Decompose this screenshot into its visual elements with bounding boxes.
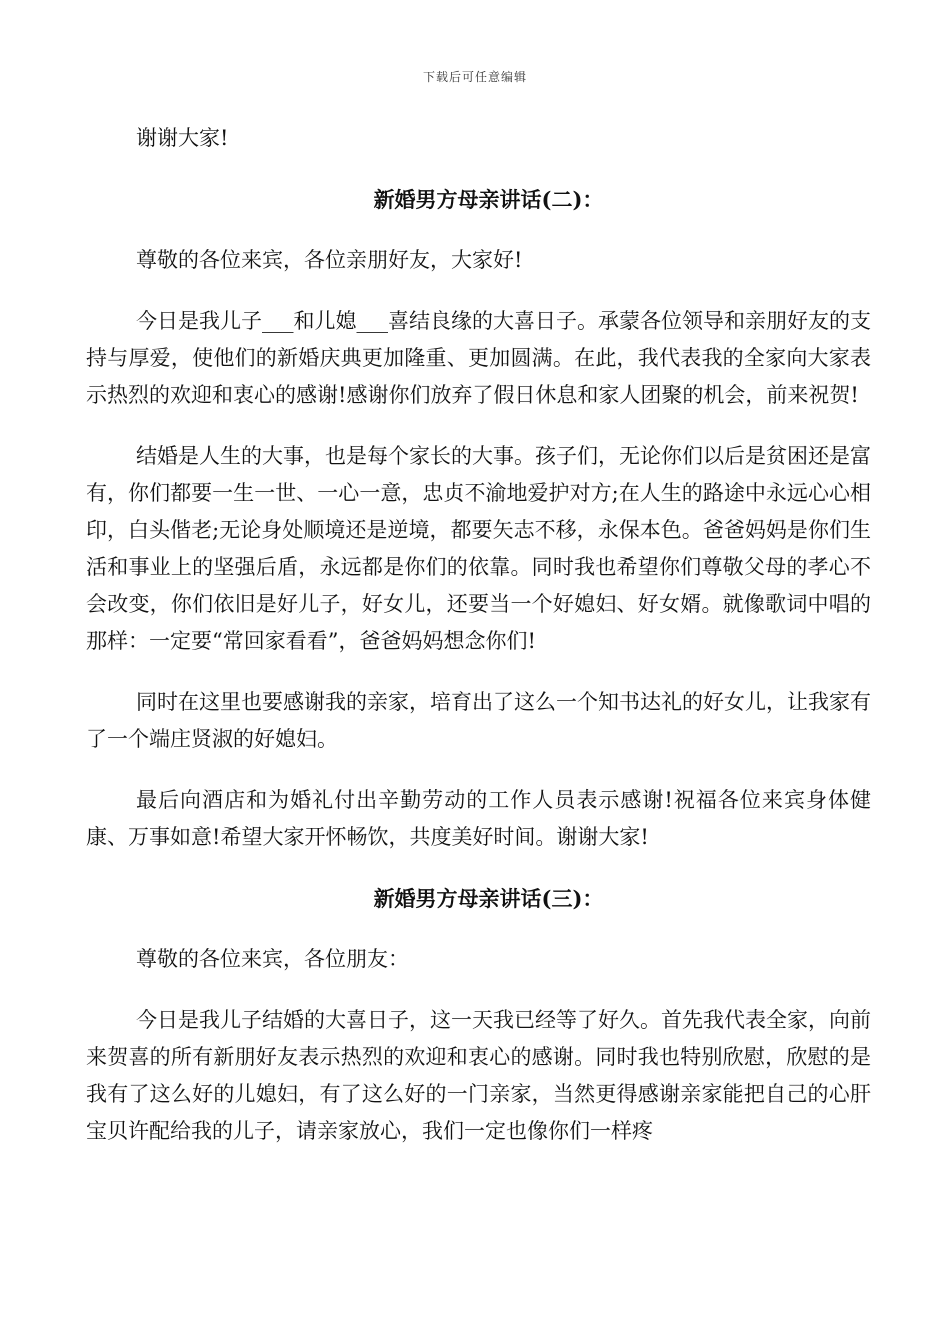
blessing-paragraph: 结婚是人生的大事，也是每个家长的大事。孩子们，无论你们以后是贫困还是富有，你们都要一生一世、一心一意，忠贞不渝地爱护对方;在人生的路途中永远心心相印，白头偕老;无论身处顺境还是逆境，都要矢志不移，永保本色。爸爸妈妈是你们生活和事业上的坚强后盾，永远都是你们的依靠。同时我也希望你们尊敬父母的孝心不会改变，你们依旧是好儿子，好女儿，还要当一个好媳妇、好女婿。就像歌词中唱的那样：一定要“常回家看看”，爸爸妈妈想念你们! (86, 444, 871, 653)
welcome-paragraph: 今日是我儿子___和儿媳___喜结良缘的大喜日子。承蒙各位领导和亲朋好友的支持与厚爱，使他们的新婚庆典更加隆重、更加圆满。在此，我代表我的全家向大家表示热烈的欢迎和衷心的感谢!感谢你们放弃了假日休息和家人团聚的机会，前来祝贺! (86, 309, 871, 407)
section-heading-3: 新婚男方母亲讲话(三)： (373, 886, 604, 911)
thanks-inlaws-paragraph: 同时在这里也要感谢我的亲家，培育出了这么一个知书达礼的好女儿，让我家有了一个端庄贤淑的好媳妇。 (86, 690, 871, 751)
opening-paragraph-3: 今日是我儿子结婚的大喜日子，这一天我已经等了好久。首先我代表全家，向前来贺喜的所有新朋好友表示热烈的欢迎和衷心的感谢。同时我也特别欣慰，欣慰的是我有了这么好的儿媳妇，有了这么好的一门亲家，当然更得感谢亲家能把自己的心肝宝贝许配给我的儿子，请亲家放心，我们一定也像你们一样疼 (86, 1008, 871, 1143)
greeting-paragraph-2: 尊敬的各位来宾，各位朋友： (136, 947, 409, 971)
document-body (86, 120, 871, 1174)
greeting-paragraph: 尊敬的各位来宾，各位亲朋好友，大家好! (136, 248, 523, 272)
section-heading-2: 新婚男方母亲讲话(二)： (373, 187, 604, 212)
closing-thanks-paragraph: 谢谢大家! (136, 126, 229, 150)
final-thanks-paragraph: 最后向酒店和为婚礼付出辛勤劳动的工作人员表示感谢!祝福各位来宾身体健康、万事如意!希望大家开怀畅饮，共度美好时间。谢谢大家! (86, 788, 871, 849)
page-header-note: 下载后可任意编辑 (422, 70, 527, 84)
